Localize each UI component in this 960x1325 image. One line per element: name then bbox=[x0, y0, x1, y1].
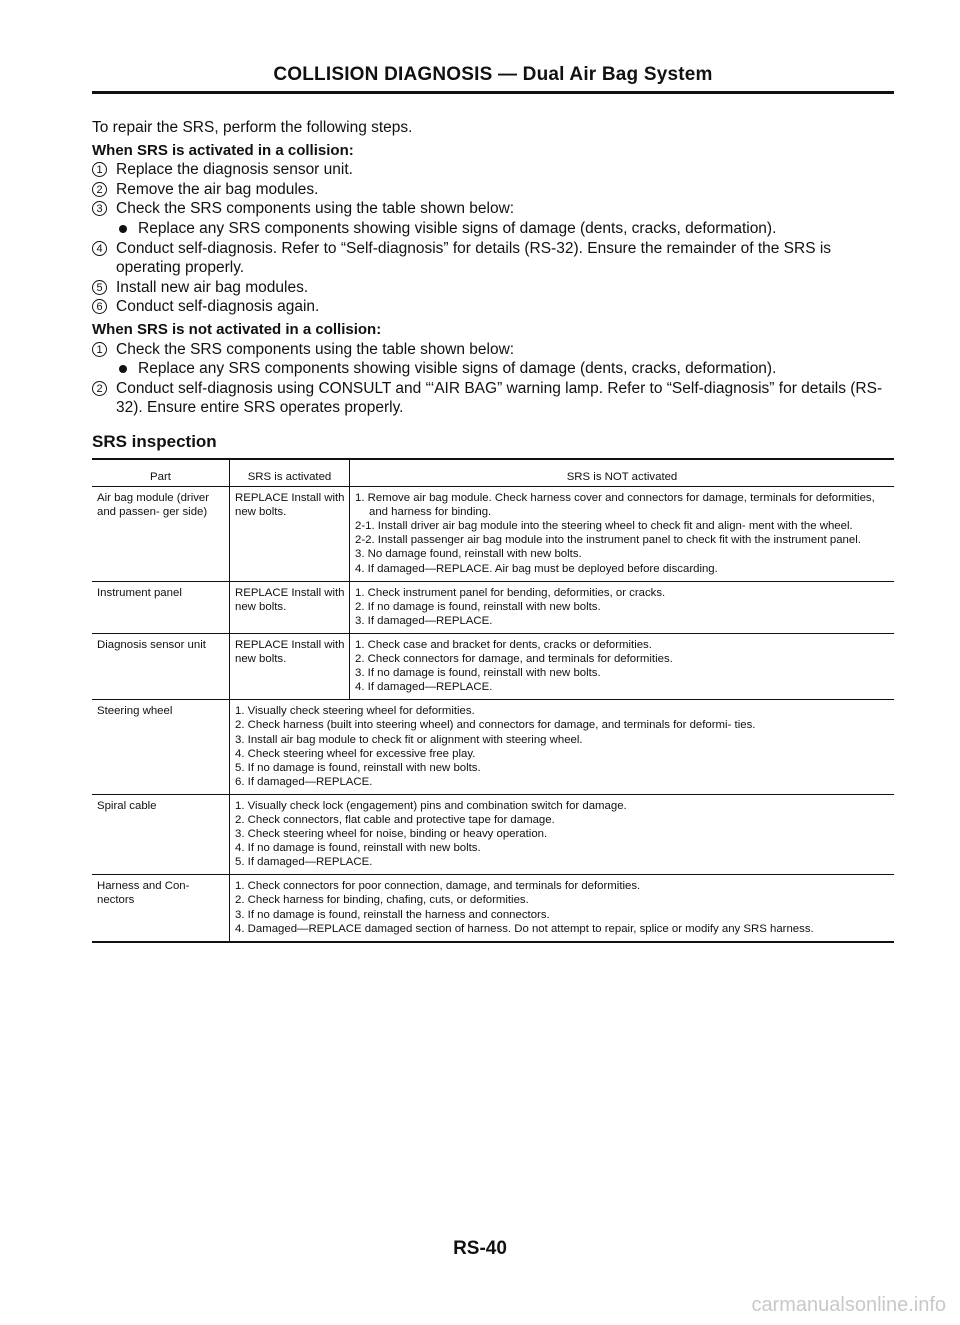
step-number-icon: 3 bbox=[92, 201, 107, 216]
title-rule bbox=[92, 91, 894, 94]
procedure-item: 2. If no damage is found, reinstall with new bolts. bbox=[355, 600, 601, 613]
not-activated-cell bbox=[350, 487, 895, 582]
procedure-item: 3. No damage found, reinstall with new bolts. bbox=[355, 548, 582, 561]
procedure-item: 5. If no damage is found, reinstall with new bolts. bbox=[235, 761, 481, 774]
step-number-icon: 2 bbox=[92, 182, 107, 197]
procedure-item: 1. Remove air bag module. Check harness cover and connectors for damage, terminals for deformities, and harness for binding. bbox=[355, 492, 875, 519]
procedure-item: 4. Check steering wheel for excessive free play. bbox=[235, 747, 476, 760]
activated-cell: REPLACE Install with new bolts. bbox=[230, 581, 350, 633]
activated-step-3: 3 Check the SRS components using the table shown below: bbox=[92, 199, 892, 219]
bullet-icon bbox=[119, 225, 127, 233]
activated-cell: REPLACE Install with new bolts. bbox=[230, 633, 350, 699]
procedure-item: 3. If no damage is found, reinstall the harness and connectors. bbox=[235, 908, 550, 921]
not-activated-cell bbox=[230, 794, 895, 874]
header-part: Part bbox=[150, 471, 171, 483]
part-cell: Harness and Con- nectors bbox=[97, 880, 190, 907]
part-cell: Instrument panel bbox=[97, 586, 182, 599]
step-number-icon: 4 bbox=[92, 241, 107, 256]
procedure-item: 1. Check case and bracket for dents, cracks or deformities. bbox=[355, 638, 652, 651]
instructions bbox=[92, 118, 892, 418]
procedure-item: 4. Damaged—REPLACE damaged section of harness. Do not attempt to repair, splice or modify any SRS harness. bbox=[235, 922, 814, 935]
header-activated: SRS is activated bbox=[230, 459, 350, 487]
procedure-item: 2. Check connectors, flat cable and protective tape for damage. bbox=[235, 813, 555, 826]
table-row bbox=[92, 700, 894, 795]
part-cell: Diagnosis sensor unit bbox=[97, 638, 206, 651]
table-row bbox=[92, 487, 894, 582]
procedure-item: 4. If no damage is found, reinstall with new bolts. bbox=[235, 842, 481, 855]
table-row bbox=[92, 633, 894, 699]
part-cell: Steering wheel bbox=[97, 705, 173, 718]
procedure-item: 2-2. Install passenger air bag module into the instrument panel to check fit with the instrument panel. bbox=[355, 534, 861, 547]
activated-step-5: 5 Install new air bag modules. bbox=[92, 278, 892, 298]
activated-step-1: 1 Replace the diagnosis sensor unit. bbox=[92, 160, 892, 180]
activated-cell: REPLACE Install with new bolts. bbox=[230, 487, 350, 582]
step-number-icon: 1 bbox=[92, 342, 107, 357]
activated-step-2: 2 Remove the air bag modules. bbox=[92, 180, 892, 200]
section-title: SRS inspection bbox=[92, 432, 217, 451]
step-number-icon: 5 bbox=[92, 280, 107, 295]
table-header-row bbox=[92, 459, 894, 487]
table-row bbox=[92, 875, 894, 942]
procedure-item: 1. Visually check steering wheel for deformities. bbox=[235, 705, 475, 718]
header-not-activated: SRS is NOT activated bbox=[350, 459, 895, 487]
step-number-icon: 2 bbox=[92, 381, 107, 396]
not-activated-step-1: 1 Check the SRS components using the table shown below: bbox=[92, 340, 892, 360]
procedure-item: 6. If damaged—REPLACE. bbox=[235, 775, 373, 788]
procedure-item: 3. Install air bag module to check fit or alignment with steering wheel. bbox=[235, 733, 583, 746]
not-activated-cell bbox=[230, 875, 895, 942]
procedure-item: 1. Visually check lock (engagement) pins and combination switch for damage. bbox=[235, 799, 627, 812]
table-row bbox=[92, 581, 894, 633]
step-number-icon: 1 bbox=[92, 162, 107, 177]
activated-heading: When SRS is activated in a collision: bbox=[92, 141, 354, 159]
procedure-item: 4. If damaged—REPLACE. bbox=[355, 681, 493, 694]
not-activated-heading: When SRS is not activated in a collision: bbox=[92, 320, 382, 338]
page-number: RS-40 bbox=[453, 1238, 507, 1259]
step-number-icon: 6 bbox=[92, 299, 107, 314]
activated-step-4: 4 Conduct self-diagnosis. Refer to “Self-diagnosis” for details (RS-32). Ensure the remainder of the SRS is operating properly. bbox=[92, 239, 892, 278]
table-row bbox=[92, 794, 894, 874]
procedure-item: 2. Check harness (built into steering wheel) and connectors for damage, and terminals for deformi- ties. bbox=[235, 719, 756, 732]
page-title: COLLISION DIAGNOSIS — Dual Air Bag System bbox=[273, 64, 713, 85]
not-activated-step-2: 2 Conduct self-diagnosis using CONSULT and “‘AIR BAG” warning lamp. Refer to “Self-diagnosis” for details (RS-32). Ensure entire SRS operates properly. bbox=[92, 379, 892, 418]
activated-bullet: Replace any SRS components showing visible signs of damage (dents, cracks, deformation). bbox=[92, 219, 892, 239]
procedure-item: 5. If damaged—REPLACE. bbox=[235, 856, 373, 869]
srs-inspection-table bbox=[92, 458, 894, 943]
procedure-item: 2-1. Install driver air bag module into the steering wheel to check fit and align- ment with the wheel. bbox=[355, 520, 853, 533]
procedure-item: 2. Check harness for binding, chafing, cuts, or deformities. bbox=[235, 894, 529, 907]
not-activated-cell bbox=[350, 581, 895, 633]
not-activated-cell bbox=[350, 633, 895, 699]
activated-step-6: 6 Conduct self-diagnosis again. bbox=[92, 297, 892, 317]
procedure-item: 4. If damaged—REPLACE. Air bag must be deployed before discarding. bbox=[355, 562, 718, 575]
procedure-item: 3. If damaged—REPLACE. bbox=[355, 614, 493, 627]
procedure-item: 1. Check instrument panel for bending, deformities, or cracks. bbox=[355, 586, 666, 599]
procedure-item: 1. Check connectors for poor connection, damage, and terminals for deformities. bbox=[235, 880, 641, 893]
not-activated-bullet: Replace any SRS components showing visible signs of damage (dents, cracks, deformation). bbox=[92, 359, 892, 379]
part-cell: Air bag module (driver and passen- ger side) bbox=[97, 492, 210, 519]
procedure-item: 2. Check connectors for damage, and terminals for deformities. bbox=[355, 653, 673, 666]
not-activated-cell bbox=[230, 700, 895, 795]
intro-text: To repair the SRS, perform the following steps. bbox=[92, 119, 413, 136]
part-cell: Spiral cable bbox=[97, 799, 157, 812]
procedure-item: 3. Check steering wheel for noise, binding or heavy operation. bbox=[235, 828, 548, 841]
bullet-icon bbox=[119, 365, 127, 373]
watermark: carmanualsonline.info bbox=[751, 1294, 946, 1316]
procedure-item: 3. If no damage is found, reinstall with new bolts. bbox=[355, 667, 601, 680]
